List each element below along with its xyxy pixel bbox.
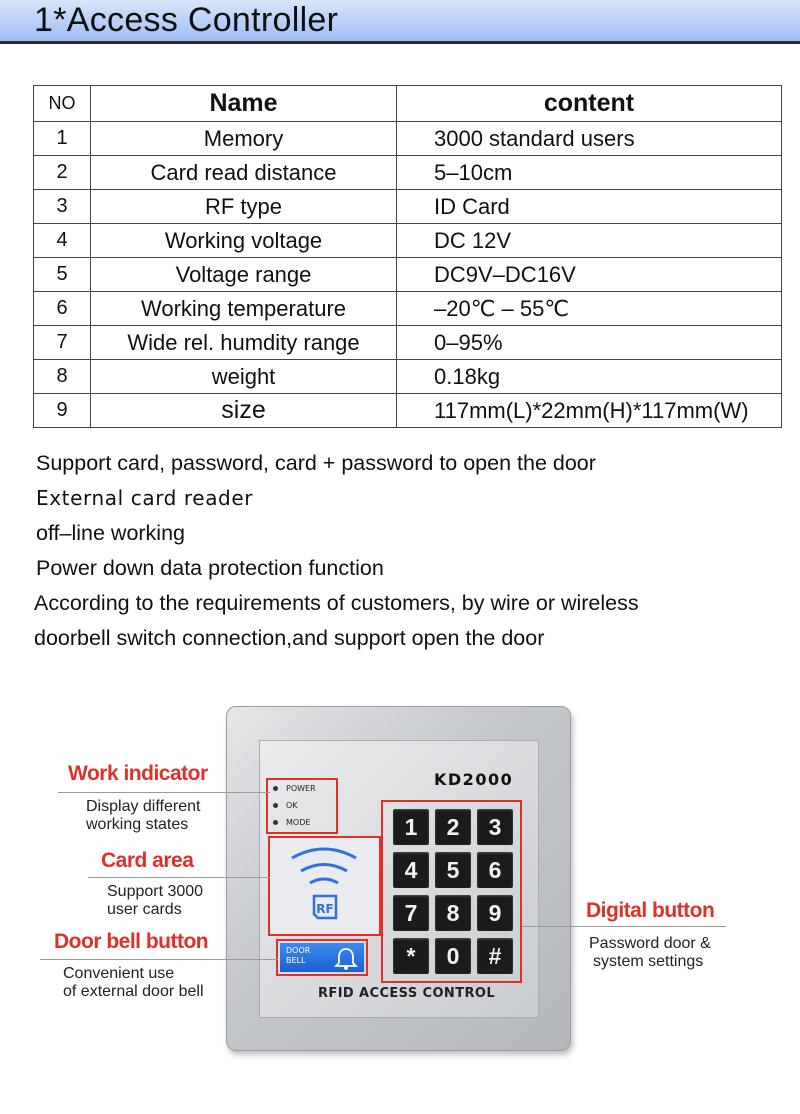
bell-label-line: DOOR (286, 946, 311, 955)
bell-panel (280, 943, 364, 972)
key-0[interactable]: 0 (435, 938, 471, 974)
row-name: Card read distance (91, 156, 397, 190)
key-8[interactable]: 8 (435, 895, 471, 931)
row-content: –20℃ – 55℃ (397, 292, 782, 326)
key-3[interactable]: 3 (477, 809, 513, 845)
callout-desc-line: of external door bell (63, 983, 204, 1000)
key-4[interactable]: 4 (393, 852, 429, 888)
callout-door-bell-desc (63, 965, 204, 1001)
callout-leader-line (88, 877, 270, 878)
door-bell-button[interactable] (276, 939, 368, 976)
row-no: 2 (34, 156, 91, 190)
row-name: Working voltage (91, 224, 397, 258)
table-header-row (34, 86, 782, 122)
row-no: 8 (34, 360, 91, 394)
row-no: 5 (34, 258, 91, 292)
row-content: 5–10cm (397, 156, 782, 190)
keypad (381, 800, 522, 983)
row-name: Memory (91, 122, 397, 156)
table-row (34, 360, 782, 394)
callout-desc-line: working states (86, 816, 189, 833)
callout-desc-line: Display different (86, 798, 201, 815)
key-6[interactable]: 6 (477, 852, 513, 888)
row-no: 7 (34, 326, 91, 360)
table-row (34, 292, 782, 326)
header-name: Name (91, 86, 397, 122)
feature-item: off–line working (36, 521, 185, 545)
callout-desc-line: Convenient use (63, 965, 175, 982)
indicator-mode (286, 818, 310, 827)
feature-list (36, 446, 776, 656)
table-row (34, 394, 782, 428)
device-footer-label: RFID ACCESS CONTROL (318, 986, 496, 1001)
row-content: DC 12V (397, 224, 782, 258)
key-1[interactable]: 1 (393, 809, 429, 845)
callout-digital-button-title: Digital button (586, 899, 715, 922)
callout-door-bell-title: Door bell button (54, 930, 209, 953)
row-name: RF type (91, 190, 397, 224)
row-name: Working temperature (91, 292, 397, 326)
row-name: size (91, 394, 397, 428)
table-row (34, 326, 782, 360)
row-content: DC9V–DC16V (397, 258, 782, 292)
bell-icon (334, 946, 358, 972)
row-name: weight (91, 360, 397, 394)
header-no: NO (34, 86, 91, 122)
row-content: 0.18kg (397, 360, 782, 394)
row-content: ID Card (397, 190, 782, 224)
row-no: 3 (34, 190, 91, 224)
key-7[interactable]: 7 (393, 895, 429, 931)
indicator-label: OK (286, 801, 298, 810)
callout-desc-line: system settings (593, 953, 704, 970)
row-name: Wide rel. humdity range (91, 326, 397, 360)
key-9[interactable]: 9 (477, 895, 513, 931)
row-no: 9 (34, 394, 91, 428)
callout-digital-button-desc (589, 935, 711, 971)
callout-work-indicator-title: Work indicator (68, 762, 208, 785)
rf-badge-label: RF (316, 902, 334, 916)
callout-leader-line (58, 792, 270, 793)
header-banner (0, 0, 800, 44)
callout-desc-line: Support 3000 (107, 883, 204, 900)
feature-item: External card reader (36, 486, 254, 510)
row-name: Voltage range (91, 258, 397, 292)
row-content: 0–95% (397, 326, 782, 360)
feature-item: doorbell switch connection,and support open the door (34, 626, 545, 650)
led-icon (273, 786, 278, 791)
card-reader-area[interactable] (268, 836, 381, 936)
key-star[interactable]: * (393, 938, 429, 974)
callout-leader-line (40, 959, 278, 960)
indicator-panel (266, 778, 338, 834)
page-title: 1*Access Controller (34, 1, 339, 39)
indicator-label: POWER (286, 784, 316, 793)
rfid-wave-icon (270, 838, 379, 934)
key-hash[interactable]: # (477, 938, 513, 974)
callout-card-area-desc (107, 883, 203, 919)
bell-label (286, 946, 310, 966)
callout-work-indicator-desc (86, 798, 200, 834)
callout-desc-line: user cards (107, 901, 182, 918)
row-no: 1 (34, 122, 91, 156)
row-content: 3000 standard users (397, 122, 782, 156)
indicator-ok (286, 801, 298, 810)
table-row (34, 224, 782, 258)
feature-item: Power down data protection function (36, 556, 384, 580)
spec-table (33, 85, 782, 428)
table-row (34, 258, 782, 292)
callout-desc-line: Password door & (589, 935, 711, 952)
indicator-label: MODE (286, 818, 311, 827)
bell-label-line: BELL (286, 956, 306, 965)
row-content: 117mm(L)*22mm(H)*117mm(W) (397, 394, 782, 428)
callout-leader-line (522, 926, 726, 927)
row-no: 4 (34, 224, 91, 258)
indicator-power (286, 784, 316, 793)
led-icon (273, 820, 278, 825)
table-row (34, 122, 782, 156)
key-2[interactable]: 2 (435, 809, 471, 845)
led-icon (273, 803, 278, 808)
feature-item: Support card, password, card + password to open the door (36, 451, 596, 475)
callout-card-area-title: Card area (101, 849, 194, 872)
table-row (34, 190, 782, 224)
model-label: KD2000 (434, 770, 514, 789)
table-row (34, 156, 782, 190)
key-5[interactable]: 5 (435, 852, 471, 888)
feature-item: According to the requirements of customers, by wire or wireless (34, 591, 639, 615)
header-content: content (397, 86, 782, 122)
row-no: 6 (34, 292, 91, 326)
